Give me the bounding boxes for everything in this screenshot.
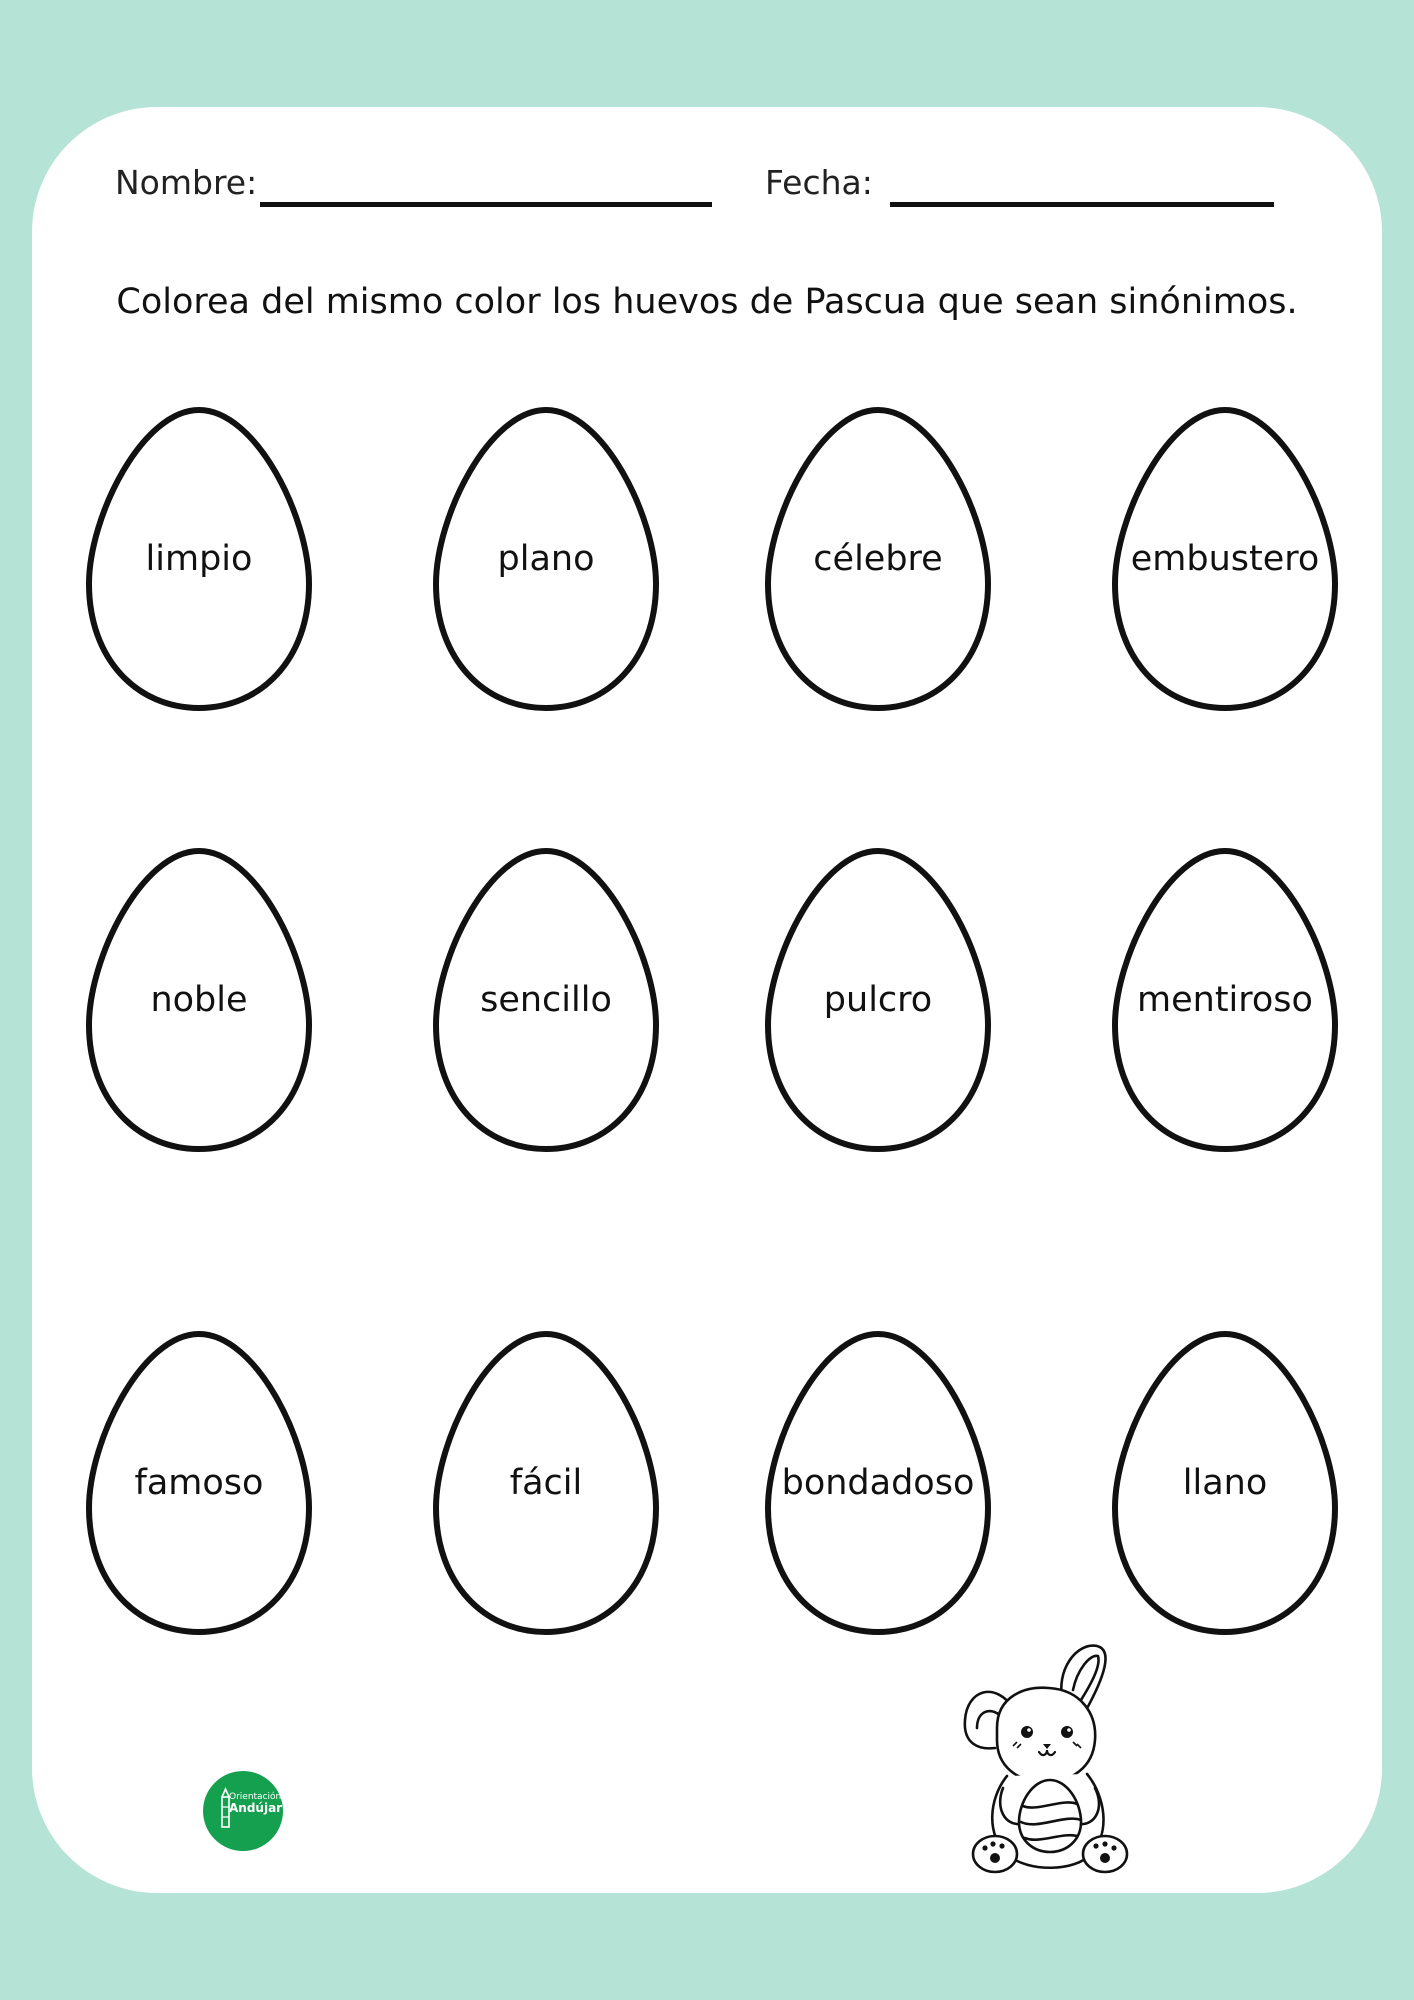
easter-egg[interactable] [433, 848, 659, 1152]
egg-word: limpio [145, 539, 253, 579]
easter-egg[interactable] [433, 407, 659, 711]
easter-egg[interactable] [86, 407, 312, 711]
egg-word: famoso [134, 1463, 264, 1503]
egg-word: mentiroso [1137, 980, 1313, 1020]
easter-egg[interactable] [1112, 1331, 1338, 1635]
egg-word: fácil [509, 1463, 583, 1503]
name-label: Nombre: [115, 163, 258, 202]
easter-egg[interactable] [765, 848, 991, 1152]
easter-egg[interactable] [1112, 407, 1338, 711]
egg-word: bondadoso [781, 1463, 975, 1503]
instruction-text: Colorea del mismo color los huevos de Pascua que sean sinónimos. [116, 282, 1298, 322]
easter-egg[interactable] [433, 1331, 659, 1635]
easter-egg[interactable] [86, 1331, 312, 1635]
egg-word: noble [150, 980, 248, 1020]
orientacion-andujar-logo [203, 1771, 283, 1851]
egg-word: embustero [1130, 539, 1320, 579]
egg-word: pulcro [823, 980, 933, 1020]
logo-line2: Andújar [229, 1801, 283, 1815]
logo-line1: Orientación [229, 1792, 282, 1802]
bunny-with-egg-illustration [955, 1640, 1145, 1880]
date-field-line[interactable] [890, 202, 1274, 207]
easter-egg[interactable] [765, 1331, 991, 1635]
name-field-line[interactable] [260, 202, 712, 207]
egg-word: célebre [813, 539, 943, 579]
easter-egg[interactable] [86, 848, 312, 1152]
easter-egg[interactable] [1112, 848, 1338, 1152]
easter-egg[interactable] [765, 407, 991, 711]
egg-word: sencillo [480, 980, 612, 1020]
egg-word: plano [497, 539, 595, 579]
date-label: Fecha: [765, 163, 873, 202]
egg-word: llano [1182, 1463, 1268, 1503]
